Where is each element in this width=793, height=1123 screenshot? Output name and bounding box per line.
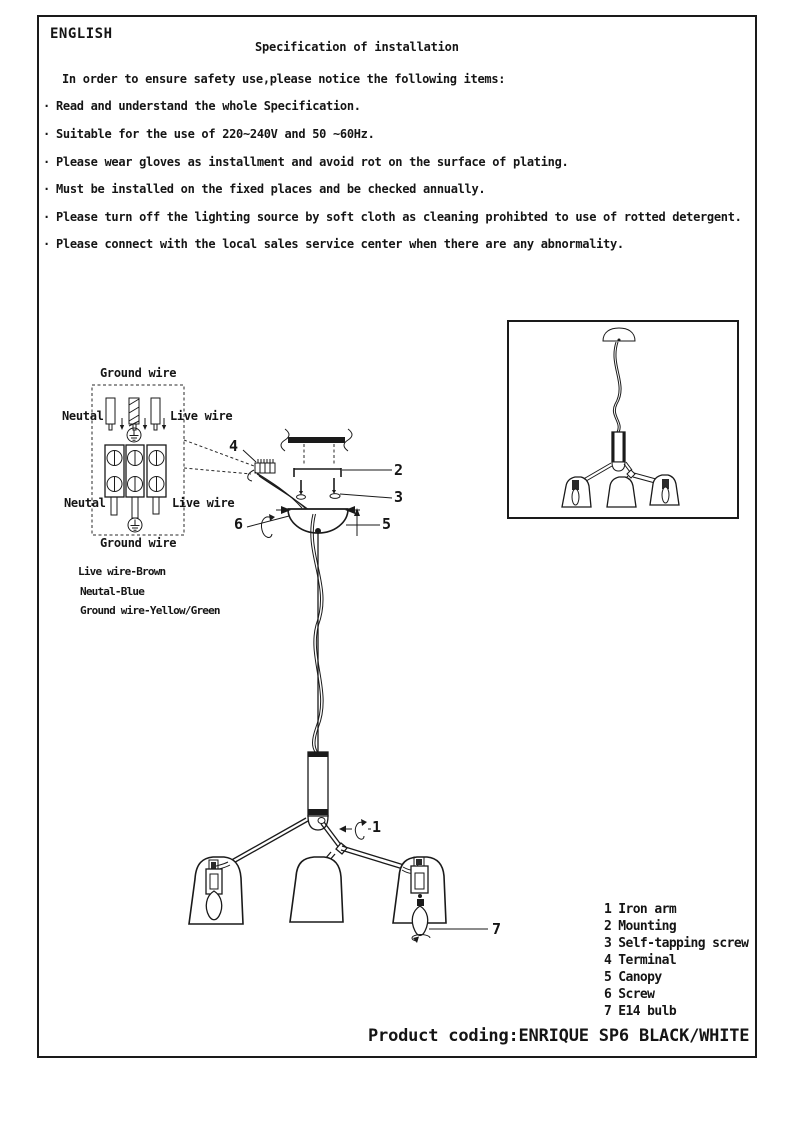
wiring-label-ground-bottom: Ground wire: [100, 536, 177, 550]
part-name: Canopy: [618, 970, 662, 985]
ceiling-bar: [288, 437, 345, 443]
bullet-marker: ·: [43, 155, 50, 169]
break-mark: [281, 429, 289, 451]
bulb-left: [206, 891, 221, 920]
page-title: Specification of installation: [255, 40, 459, 54]
rotate-direction-icon: [355, 819, 367, 839]
ground-symbol-icon: [128, 518, 142, 532]
wire-loop: [248, 470, 254, 481]
part-number: 1: [604, 902, 612, 917]
part-name: Screw: [618, 987, 655, 1002]
terminal-strips: [105, 445, 166, 497]
part-name: Iron arm: [618, 902, 677, 917]
self-tapping-screws-drawing: [297, 478, 341, 499]
leader-line: [184, 468, 251, 474]
parts-list-item: [604, 902, 676, 917]
bullet-marker: ·: [43, 210, 50, 224]
left-arrow-icon: [339, 826, 346, 833]
ceiling-mount-drawing: [281, 429, 392, 499]
parts-list-item: [604, 970, 662, 985]
rotate-direction-icon: [261, 514, 275, 537]
parts-list-item: [604, 936, 748, 951]
leader-line-4: [243, 450, 256, 462]
inset-lamp-overview: [508, 321, 738, 518]
live-wire-pin: [151, 398, 160, 424]
wiring-terminal-diagram: [92, 385, 254, 535]
wiring-label-live-bottom: Live wire: [172, 496, 235, 510]
shades-drawing: [189, 857, 488, 943]
callout-5: 5: [382, 515, 392, 533]
center-tube-drawing: [308, 752, 328, 830]
product-coding: Product coding:ENRIQUE SP6 BLACK/WHITE: [368, 1026, 750, 1046]
bullet-marker: ·: [43, 99, 50, 113]
mounting-bracket-drawing: [294, 468, 341, 477]
bullet-marker: ·: [43, 237, 50, 251]
part-name: E14 bulb: [618, 1004, 677, 1019]
callout-3: 3: [394, 488, 404, 506]
part-number: 6: [604, 987, 612, 1002]
callout-6: 6: [234, 515, 244, 533]
safety-item: Must be installed on the fixed places and be checked annually.: [56, 182, 486, 196]
wiring-label-neutral-bottom: Neutal: [64, 496, 106, 510]
part-name: Terminal: [618, 953, 677, 968]
intro-line: In order to ensure safety use,please notice the following items:: [62, 72, 506, 86]
part-name: Self-tapping screw: [618, 936, 749, 951]
wire-color-legend-neutral: Neutal-Blue: [80, 585, 145, 598]
part-number: 2: [604, 919, 612, 934]
leader-line-6: [247, 516, 289, 527]
safety-item: Please wear gloves as installment and avoid rot on the surface of plating.: [56, 155, 569, 169]
part-number: 7: [604, 1004, 612, 1019]
neutral-wire-pin: [106, 398, 115, 424]
wiring-label-live-top: Live wire: [170, 409, 233, 423]
ground-symbol-icon: [127, 428, 141, 442]
callout-2: 2: [394, 461, 404, 479]
cord-drawing: [311, 514, 323, 752]
part-number: 3: [604, 936, 612, 951]
bullet-marker: ·: [43, 182, 50, 196]
parts-list-item: [604, 1004, 676, 1019]
break-mark: [344, 429, 352, 451]
leader-line: [184, 437, 254, 466]
arm-joint: [336, 843, 347, 854]
safety-item: Read and understand the whole Specification.: [56, 99, 361, 113]
part-name: Mounting: [618, 919, 677, 934]
part-number: 4: [604, 953, 612, 968]
safety-item: Please connect with the local sales service center when there are any abnormality.: [56, 237, 624, 251]
callout-1: 1: [372, 818, 382, 836]
parts-list-item: [604, 953, 676, 968]
language-label: ENGLISH: [50, 26, 113, 42]
part-number: 5: [604, 970, 612, 985]
bullet-marker: ·: [43, 127, 50, 141]
shade-center: [290, 857, 343, 922]
leader-line-3: [340, 494, 392, 498]
safety-item: Suitable for the use of 220~240V and 50 ~60Hz.: [56, 127, 375, 141]
terminal-block-drawing: [243, 450, 309, 510]
parts-list-item: [604, 919, 676, 934]
callout-7: 7: [492, 920, 502, 938]
wire-color-legend-ground: Ground wire-Yellow/Green: [80, 604, 220, 617]
callout-4: 4: [229, 437, 239, 455]
wire-color-legend-live: Live wire-Brown: [78, 565, 166, 578]
safety-item: Please turn off the lighting source by soft cloth as cleaning prohibted to use of rotted detergent.: [56, 210, 742, 224]
wiring-label-ground-top: Ground wire: [100, 366, 177, 380]
wiring-label-neutral-top: Neutal: [62, 409, 104, 423]
parts-list-item: [604, 987, 654, 1002]
